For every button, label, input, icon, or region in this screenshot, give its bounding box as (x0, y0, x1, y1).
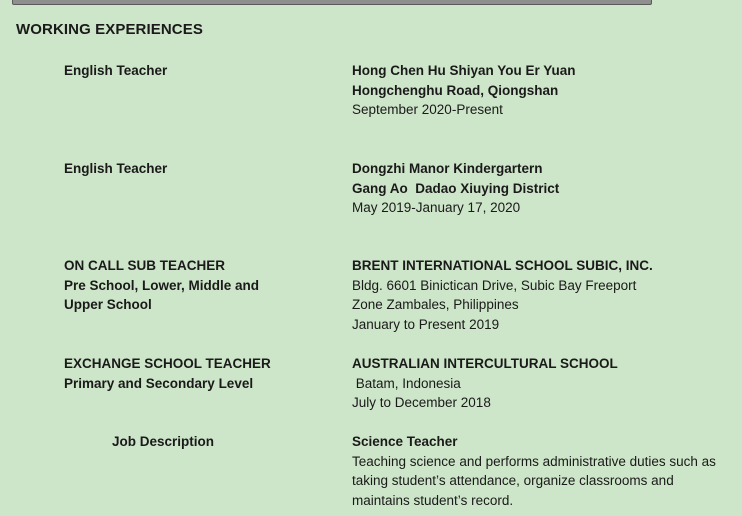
section-title: WORKING EXPERIENCES (16, 21, 203, 38)
organization-name: Hong Chen Hu Shiyan You Er Yuan (352, 63, 576, 78)
job-title: Science Teacher (352, 434, 458, 449)
role-line: Primary and Secondary Level (64, 375, 254, 391)
role (64, 354, 334, 393)
organization-address: Zone Zambales, Philippines (352, 297, 519, 312)
employment-period: September 2020-Present (352, 102, 503, 117)
role-line: Upper School (64, 297, 152, 312)
role-line: English Teacher (64, 161, 168, 176)
organization-name: BRENT INTERNATIONAL SCHOOL SUBIC, INC. (352, 258, 653, 273)
top-divider-bar (12, 0, 652, 5)
job-description-text: Teaching science and performs administrative duties such as taking student’s attendance, organize classrooms and maintains student’s record. (352, 453, 716, 508)
organization-address: Batam, Indonesia (352, 375, 461, 391)
role-line: English Teacher (64, 63, 168, 78)
job-description-label-text: Job Description (112, 434, 215, 449)
employment-period: July to December 2018 (352, 395, 491, 410)
job-description-label (112, 432, 382, 452)
job-description-details (352, 432, 734, 510)
employer-details (352, 61, 734, 120)
organization-address: Gang Ao Dadao Xiuying District (352, 180, 560, 196)
employer-details (352, 354, 734, 413)
employment-period: January to Present 2019 (352, 316, 500, 332)
organization-address: Hongchenghu Road, Qiongshan (352, 82, 559, 98)
organization-name: AUSTRALIAN INTERCULTURAL SCHOOL (352, 356, 618, 371)
role (64, 159, 334, 179)
employer-details (352, 256, 734, 334)
role-line: Pre School, Lower, Middle and (64, 277, 260, 293)
role-line: ON CALL SUB TEACHER (64, 258, 226, 273)
role (64, 61, 334, 81)
organization-name: Dongzhi Manor Kindergartern (352, 161, 543, 176)
organization-address: Bldg. 6601 Binictican Drive, Subic Bay Freeport (352, 277, 637, 293)
role (64, 256, 334, 315)
employer-details (352, 159, 734, 218)
role-line: EXCHANGE SCHOOL TEACHER (64, 356, 271, 371)
employment-period: May 2019-January 17, 2020 (352, 200, 521, 215)
